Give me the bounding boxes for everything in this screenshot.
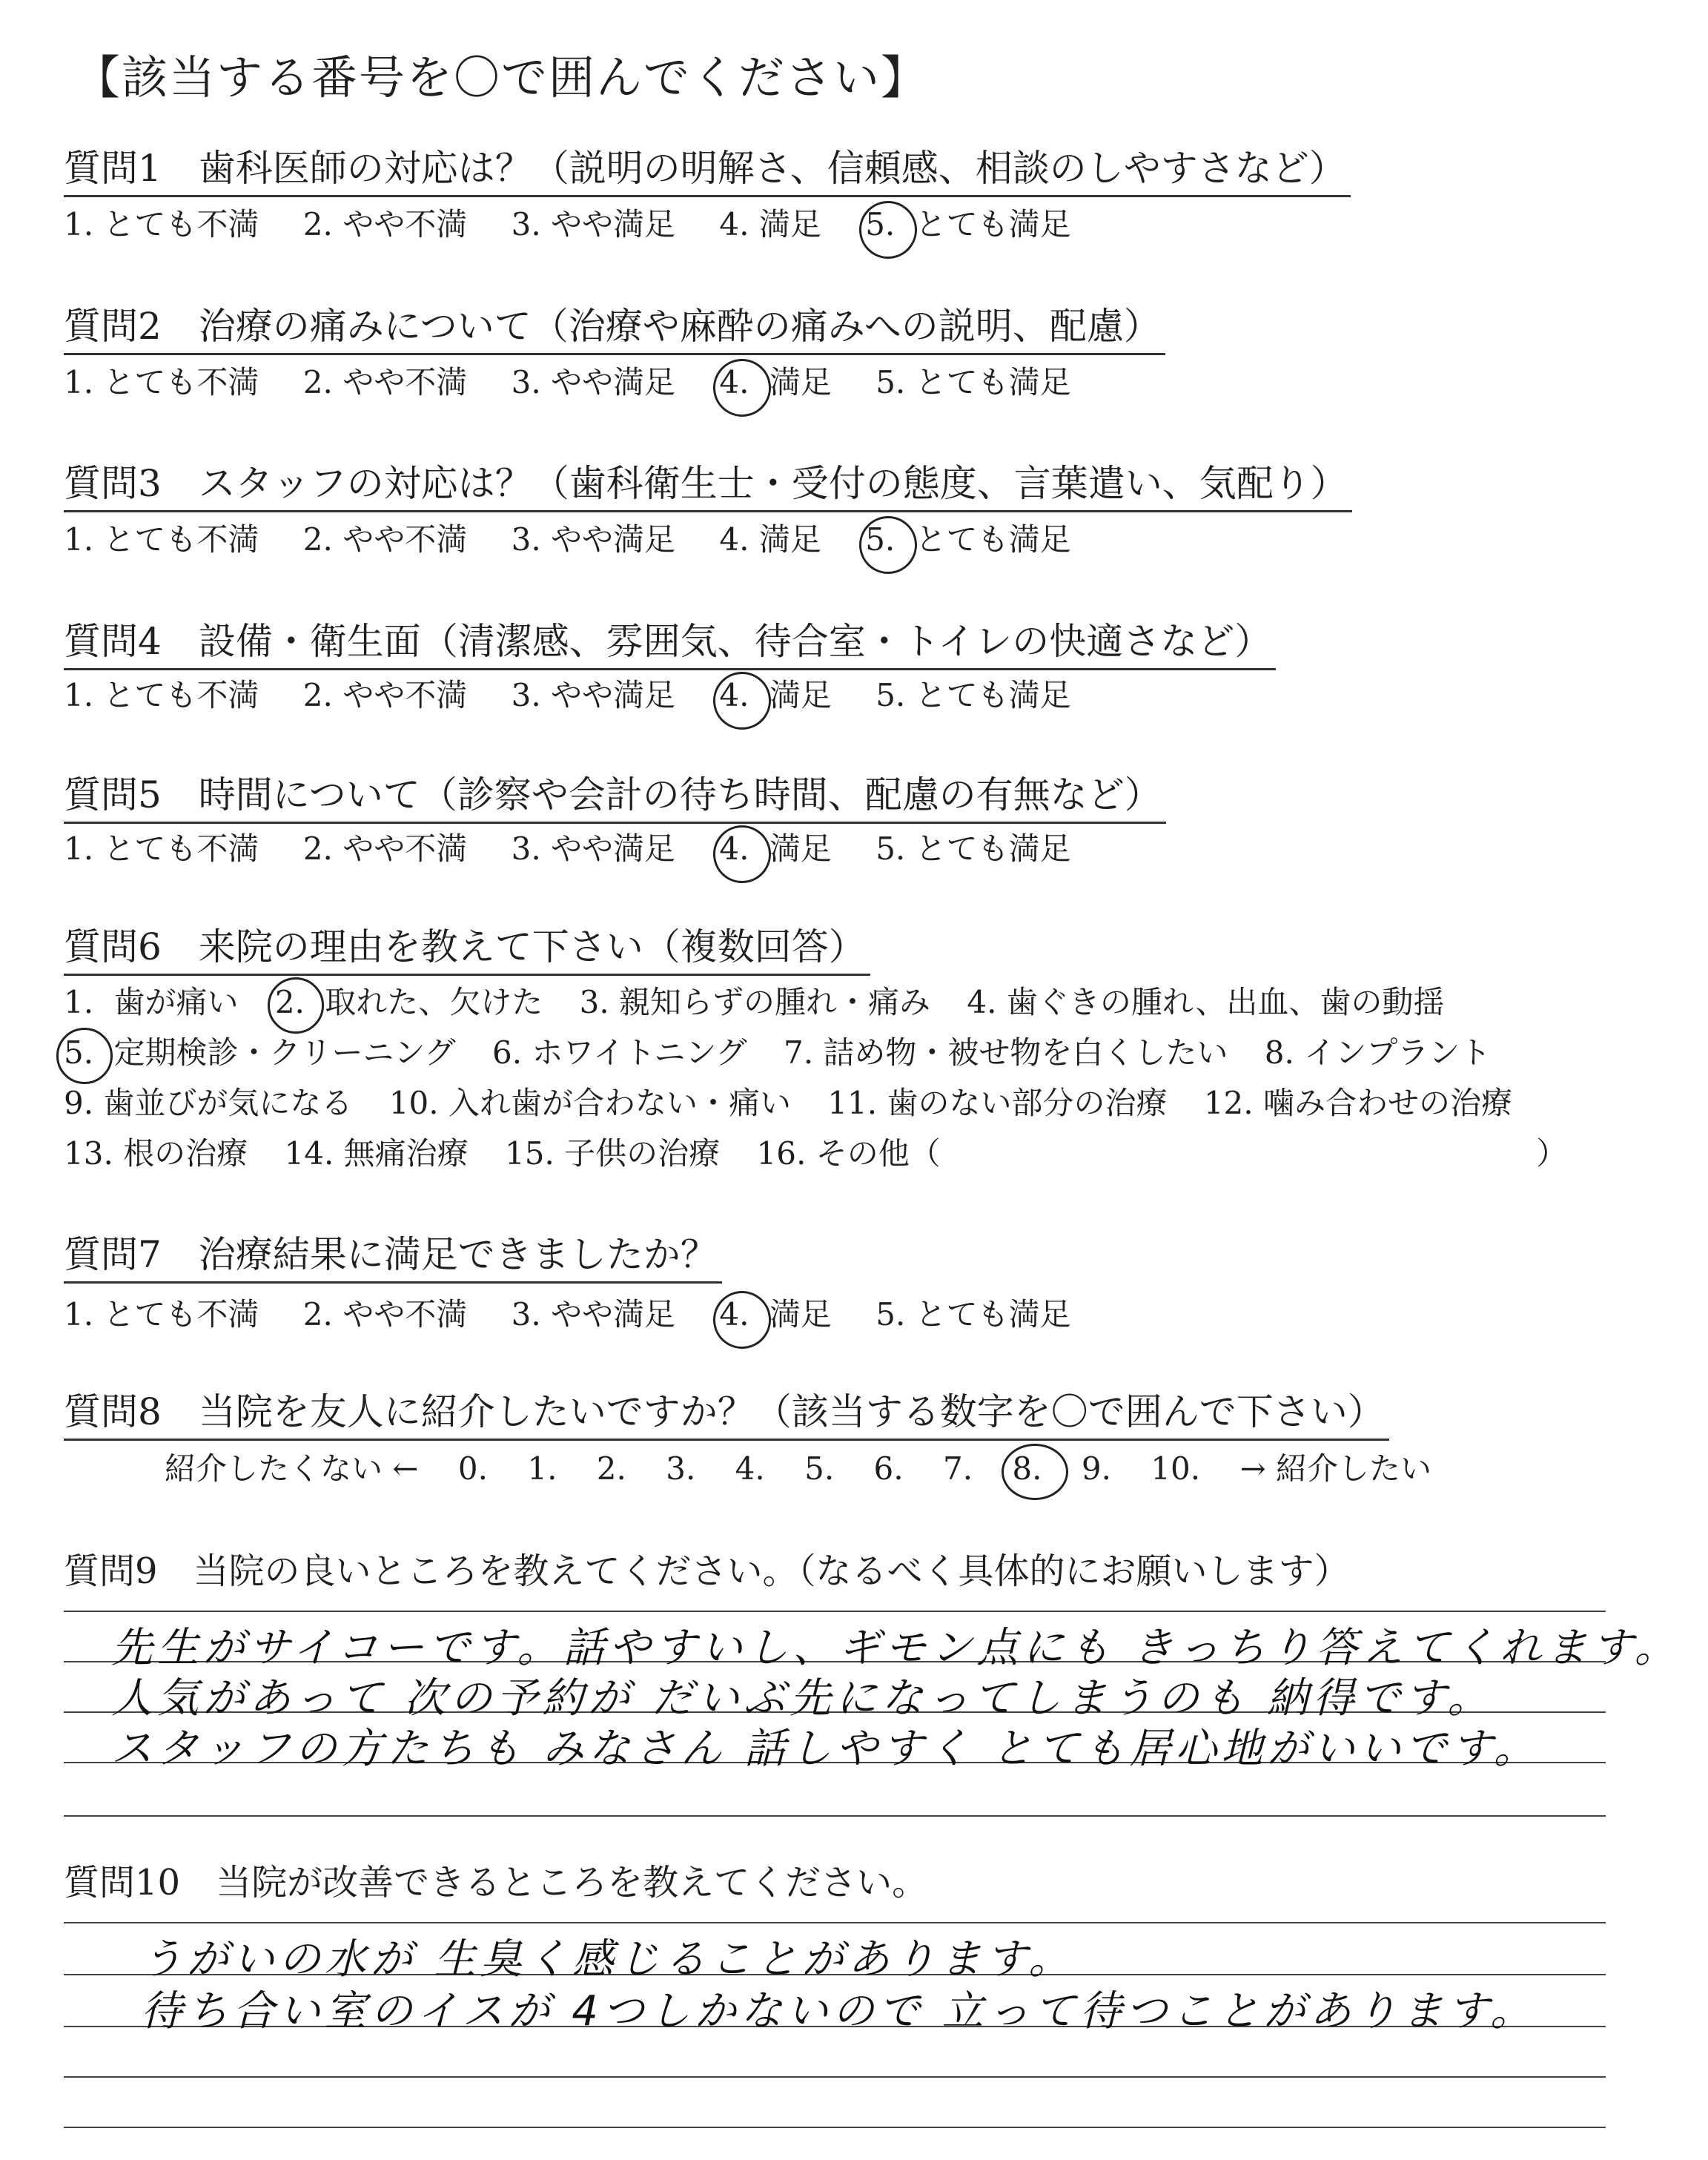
q8-scale-right-label: → 紹介したい	[1239, 1450, 1431, 1487]
q3-option-3[interactable]: 3. やや満足	[511, 521, 676, 558]
q1-option-1[interactable]: 1. とても不満	[64, 206, 259, 242]
q7-option-4-label: 満足	[769, 1296, 832, 1332]
question-3-heading: 質問3 スタッフの対応は？（歯科衛生士・受付の態度、言葉遣い、気配り）	[64, 460, 1352, 512]
q4-option-4-label: 満足	[769, 677, 832, 713]
q6-option-13[interactable]: 13. 根の治療	[64, 1135, 248, 1172]
q7-option-1[interactable]: 1. とても不満	[64, 1296, 259, 1332]
q5-option-5[interactable]: 5. とても満足	[875, 830, 1071, 867]
q6-line-1	[64, 982, 1471, 1023]
q6-option-14[interactable]: 14. 無痛治療	[284, 1135, 469, 1172]
q4-option-4-circled[interactable]: 4.	[719, 675, 749, 716]
q6-line-3	[64, 1083, 1539, 1124]
page-title: 【該当する番号を〇で囲んでください】	[74, 50, 929, 105]
q8-scale-8-circled[interactable]: 8.	[1012, 1448, 1042, 1490]
answer-rule	[64, 1815, 1606, 1817]
q6-option-5-circled[interactable]	[64, 1032, 93, 1074]
q1-option-2[interactable]: 2. やや不満	[302, 206, 468, 242]
question-7-heading: 質問7 治療結果に満足できましたか？	[64, 1231, 722, 1284]
q10-answer-line-1[interactable]: うがいの水が 生臭く感じることがあります。	[141, 1935, 1075, 1984]
q8-scale	[165, 1448, 1461, 1490]
q3-option-5-label: とても満足	[915, 521, 1071, 558]
q1-option-3[interactable]: 3. やや満足	[511, 206, 676, 242]
q5-option-1[interactable]: 1. とても不満	[64, 830, 259, 867]
question-2-heading: 質問2 治療の痛みについて（治療や麻酔の痛みへの説明、配慮）	[64, 303, 1165, 355]
q7-option-3[interactable]: 3. やや満足	[511, 1296, 676, 1332]
q5-option-3[interactable]: 3. やや満足	[511, 830, 676, 867]
answer-rule	[64, 2127, 1606, 2128]
q6-option-16-close: ）	[1536, 1135, 1568, 1172]
q4-option-1[interactable]: 1. とても不満	[64, 677, 259, 713]
q6-line-2	[64, 1032, 1517, 1074]
question-3-options	[64, 519, 1105, 561]
q5-option-4-circled[interactable]: 4.	[719, 828, 749, 870]
answer-rule	[64, 1611, 1606, 1612]
q6-option-6[interactable]: 6. ホワイトニング	[491, 1034, 747, 1071]
q6-option-16[interactable]: 16. その他（	[756, 1135, 941, 1172]
q8-scale-4[interactable]: 4.	[735, 1450, 765, 1487]
q6-line-4	[64, 1133, 1594, 1175]
q4-option-2[interactable]: 2. やや不満	[302, 677, 468, 713]
q7-option-2[interactable]: 2. やや不満	[302, 1296, 468, 1332]
answer-rule	[64, 1922, 1606, 1923]
question-5-options	[64, 828, 1105, 870]
question-10-heading: 質問10 当院が改善できるところを教えてください。	[64, 1862, 928, 1903]
q6-option-2-label: 取れた、欠けた	[325, 984, 543, 1020]
question-1-options	[64, 204, 1105, 245]
q8-scale-7[interactable]: 7.	[942, 1450, 973, 1487]
q8-scale-2[interactable]: 2.	[596, 1450, 626, 1487]
q6-option-8[interactable]: 8. インプラント	[1264, 1034, 1492, 1071]
q6-option-11[interactable]: 11. 歯のない部分の治療	[827, 1085, 1168, 1121]
question-7-options	[64, 1294, 1105, 1335]
q8-scale-9[interactable]: 9.	[1081, 1450, 1111, 1487]
q2-option-4-circled[interactable]: 4.	[719, 362, 749, 403]
q6-option-3[interactable]: 3. 親知らずの腫れ・痛み	[579, 984, 931, 1020]
q6-option-5-number: 5.	[64, 1032, 93, 1074]
question-6-heading: 質問6 来院の理由を教えて下さい（複数回答）	[64, 923, 870, 976]
q6-option-7[interactable]: 7. 詰め物・被せ物を白くしたい	[783, 1034, 1228, 1071]
q3-option-2[interactable]: 2. やや不満	[302, 521, 468, 558]
question-9-heading: 質問9 当院の良いところを教えてください。（なるべく具体的にお願いします）	[64, 1550, 1350, 1592]
q9-answer-line-2[interactable]: 人気があって 次の予約が だいぶ先になってしまうのも 納得です。	[111, 1674, 1494, 1723]
q6-option-4[interactable]: 4. 歯ぐきの腫れ、出血、歯の動揺	[967, 984, 1445, 1020]
q6-option-2-circled[interactable]	[275, 982, 305, 1023]
q8-scale-10[interactable]: 10.	[1151, 1450, 1201, 1487]
q8-scale-5[interactable]: 5.	[804, 1450, 835, 1487]
question-5-heading: 質問5 時間について（診察や会計の待ち時間、配慮の有無など）	[64, 771, 1166, 824]
q9-answer-line-1[interactable]: 先生がサイコーです。話やすいし、ギモン点にも きっちり答えてくれます。	[111, 1624, 1681, 1672]
q3-option-4[interactable]: 4. 満足	[719, 521, 821, 558]
q1-option-5-label: とても満足	[915, 206, 1071, 242]
q2-option-1[interactable]: 1. とても不満	[64, 364, 259, 400]
q6-option-2-number: 2.	[275, 982, 305, 1023]
q5-option-2[interactable]: 2. やや不満	[302, 830, 468, 867]
question-8-heading: 質問8 当院を友人に紹介したいですか？（該当する数字を〇で囲んで下さい）	[64, 1388, 1389, 1441]
q9-answer-line-3[interactable]: スタッフの方たちも みなさん 話しやすく とても居心地がいいです。	[111, 1725, 1540, 1773]
q8-scale-1[interactable]: 1.	[527, 1450, 557, 1487]
q4-option-3[interactable]: 3. やや満足	[511, 677, 676, 713]
q3-option-5-circled[interactable]: 5.	[865, 519, 895, 561]
q10-answer-line-2[interactable]: 待ち合い室のイスが 4つしかないので 立って待つことがあります。	[141, 1987, 1537, 2035]
q7-option-4-circled[interactable]: 4.	[719, 1294, 749, 1335]
q2-option-3[interactable]: 3. やや満足	[511, 364, 676, 400]
q6-option-9[interactable]: 9. 歯並びが気になる	[64, 1085, 353, 1121]
q8-scale-left-label: 紹介したくない ←	[165, 1450, 419, 1487]
q6-option-10[interactable]: 10. 入れ歯が合わない・痛い	[388, 1085, 791, 1121]
question-1-heading: 質問1 歯科医師の対応は？（説明の明解さ、信頼感、相談のしやすさなど）	[64, 145, 1351, 197]
q8-scale-0[interactable]: 0.	[457, 1450, 488, 1487]
q3-option-1[interactable]: 1. とても不満	[64, 521, 259, 558]
q7-option-5[interactable]: 5. とても満足	[875, 1296, 1071, 1332]
q8-scale-6[interactable]: 6.	[873, 1450, 904, 1487]
q1-option-4[interactable]: 4. 満足	[719, 206, 821, 242]
q6-option-1-number[interactable]: 1.	[64, 984, 94, 1020]
q2-option-2[interactable]: 2. やや不満	[302, 364, 468, 400]
q6-option-15[interactable]: 15. 子供の治療	[505, 1135, 721, 1172]
question-4-heading: 質問4 設備・衛生面（清潔感、雰囲気、待合室・トイレの快適さなど）	[64, 618, 1276, 670]
question-2-options	[64, 362, 1105, 403]
q5-option-4-label: 満足	[769, 830, 832, 867]
q8-scale-3[interactable]: 3.	[666, 1450, 696, 1487]
q1-option-5-circled[interactable]: 5.	[865, 204, 895, 245]
question-4-options	[64, 675, 1105, 716]
q4-option-5[interactable]: 5. とても満足	[875, 677, 1071, 713]
q6-option-12[interactable]: 12. 噛み合わせの治療	[1203, 1085, 1512, 1121]
answer-rule	[64, 2076, 1606, 2078]
q6-option-5-label: 定期検診・クリーニング	[113, 1034, 456, 1071]
q6-option-1-label: 歯が痛い	[113, 984, 239, 1020]
q2-option-5[interactable]: 5. とても満足	[875, 364, 1071, 400]
q2-option-4-label: 満足	[769, 364, 832, 400]
